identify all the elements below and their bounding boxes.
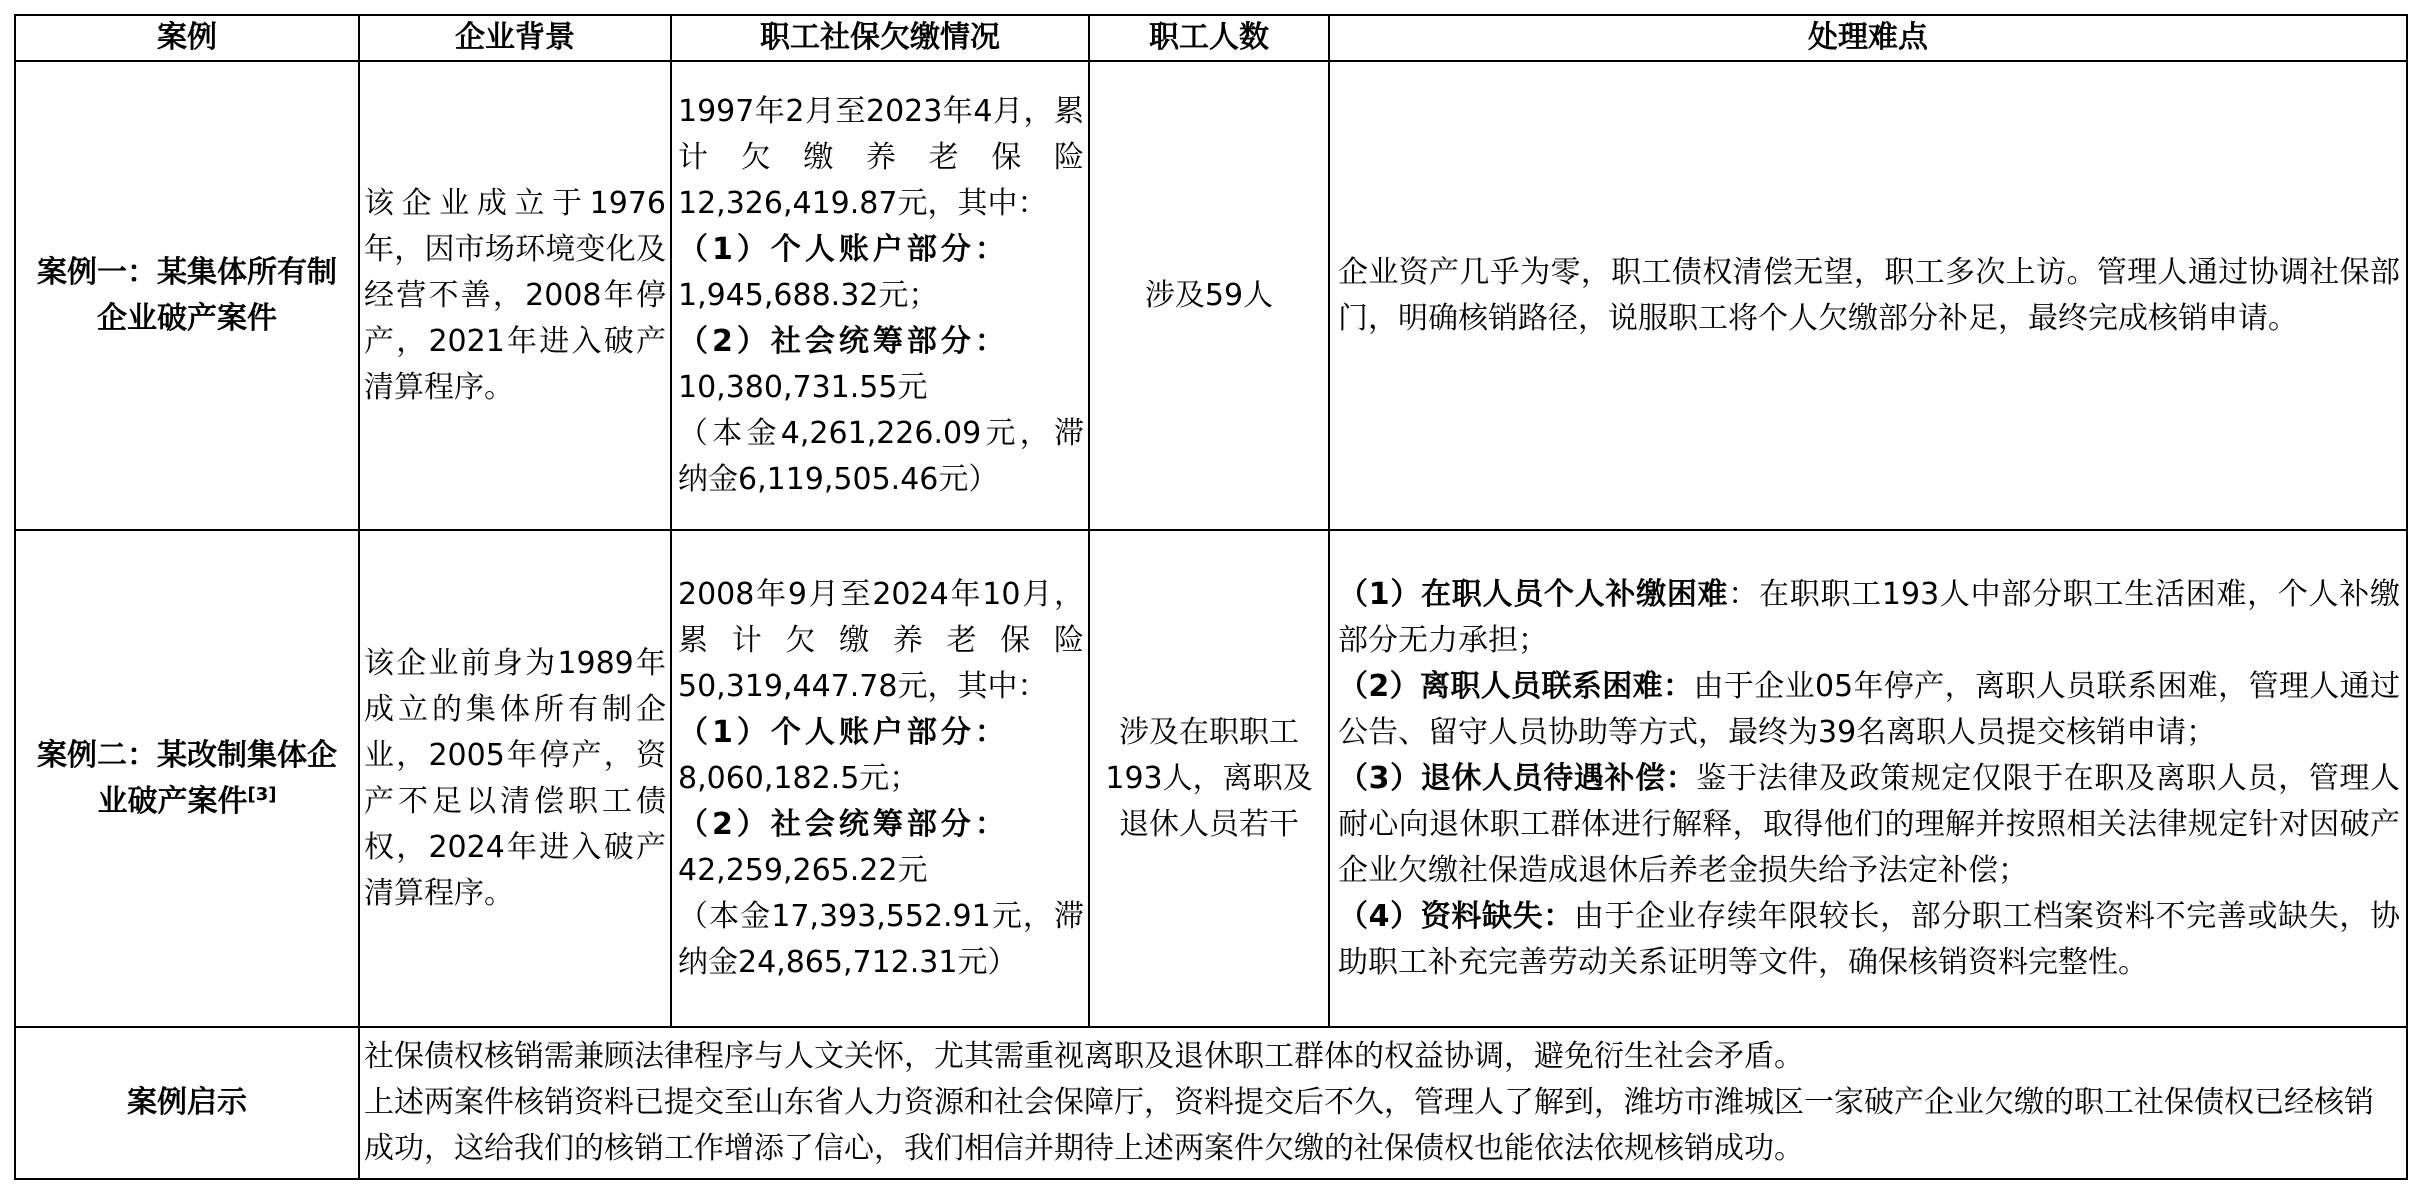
case2-personal-value: 8,060,182.5元； [678,760,920,796]
case1-difficulty: 企业资产几乎为零，职工债权清偿无望，职工多次上访。管理人通过协调社保部门，明确核销路径，说服职工将个人欠缴部分补足，最终完成核销申请。 [1329,61,2407,530]
case1-name: 案例一：某集体所有制企业破产案件 [15,61,359,530]
case1-personal-value: 1,945,688.32元； [678,277,939,313]
list-item [1338,756,2400,894]
difficulty-text: 鉴于法律及政策规定仅限于在职及离职人员，管理人耐心向退休职工群体进行解释，取得他们的理解并按照相关法律规定针对因破产企业欠缴社保造成退休后养老金损失给予法定补偿； [1338,760,2401,888]
case1-background: 该企业成立于1976年，因市场环境变化及经营不善，2008年停产，2021年进入破产清算程序。 [359,61,671,530]
difficulty-text: 由于企业05年停产，离职人员联系困难，管理人通过公告、留守人员协助等方式，最终为39名离职人员提交核销申请； [1338,668,2400,750]
header-case: 案例 [15,15,359,61]
table-row [15,1027,2407,1179]
insight-content [359,1027,2407,1179]
header-difficulties: 处理难点 [1329,15,2407,61]
case2-arrears [671,530,1089,1027]
case1-arrears [671,61,1089,530]
case2-pooling-label: （2）社会统筹部分： [678,806,1009,842]
case2-personal-label: （1）个人账户部分： [678,714,1009,750]
header-background: 企业背景 [359,15,671,61]
difficulty-label: （3）退休人员待遇补偿： [1338,760,1697,796]
case2-arrears-intro: 2008年9月至2024年10月，累计欠缴养老保险50,319,447.78元，其中： [678,576,1084,704]
case2-name: 案例二：某改制集体企业破产案件 [37,737,337,819]
difficulty-label: （4）资料缺失： [1338,898,1574,934]
case2-pooling-value: 42,259,265.22元 [678,852,928,888]
insight-label: 案例启示 [15,1027,359,1179]
list-item [1338,572,2400,664]
table-wrapper [14,14,2408,1180]
insight-paragraph: 上述两案件核销资料已提交至山东省人力资源和社会保障厅，资料提交后不久，管理人了解到，潍坊市潍城区一家破产企业欠缴的职工社保债权已经核销成功，这给我们的核销工作增添了信心，我们相信并期待上述两案件欠缴的社保债权也能依法依规核销成功。 [364,1085,2374,1166]
header-employees: 职工人数 [1089,15,1329,61]
table-row [15,61,2407,530]
list-item [1338,664,2400,756]
difficulty-label: （1）在职人员个人补缴困难 [1338,576,1729,612]
list-item [1338,894,2400,986]
case1-pooling-label: （2）社会统筹部分： [678,323,1009,359]
case-table [14,14,2408,1180]
case2-pooling-detail: （本金17,393,552.91元，滞纳金24,865,712.31元） [678,898,1084,980]
case1-pooling-detail: （本金4,261,226.09元，滞纳金6,119,505.46元） [678,415,1084,497]
header-arrears: 职工社保欠缴情况 [671,15,1089,61]
case2-name-cell [15,530,359,1027]
case1-arrears-intro: 1997年2月至2023年4月，累计欠缴养老保险12,326,419.87元，其中： [678,93,1084,221]
case1-employees: 涉及59人 [1089,61,1329,530]
insight-paragraph: 社保债权核销需兼顾法律程序与人文关怀，尤其需重视离职及退休职工群体的权益协调，避免衍生社会矛盾。 [364,1039,1804,1074]
difficulty-label: （2）离职人员联系困难： [1338,668,1694,704]
difficulty-text: 由于企业存续年限较长，部分职工档案资料不完善或缺失，协助职工补充完善劳动关系证明等文件，确保核销资料完整性。 [1338,898,2401,980]
header-row [15,15,2407,61]
difficulty-text: ：在职职工193人中部分职工生活困难，个人补缴部分无力承担； [1338,576,2401,658]
case1-personal-label: （1）个人账户部分： [678,231,1009,267]
case1-pooling-value: 10,380,731.55元 [678,369,928,405]
table-row [15,530,2407,1027]
case2-background: 该企业前身为1989年成立的集体所有制企业，2005年停产，资产不足以清偿职工债权，2024年进入破产清算程序。 [359,530,671,1027]
case2-employees: 涉及在职职工193人，离职及退休人员若干 [1089,530,1329,1027]
case2-reference[interactable]: [3] [247,783,277,805]
case2-difficulties [1329,530,2407,1027]
